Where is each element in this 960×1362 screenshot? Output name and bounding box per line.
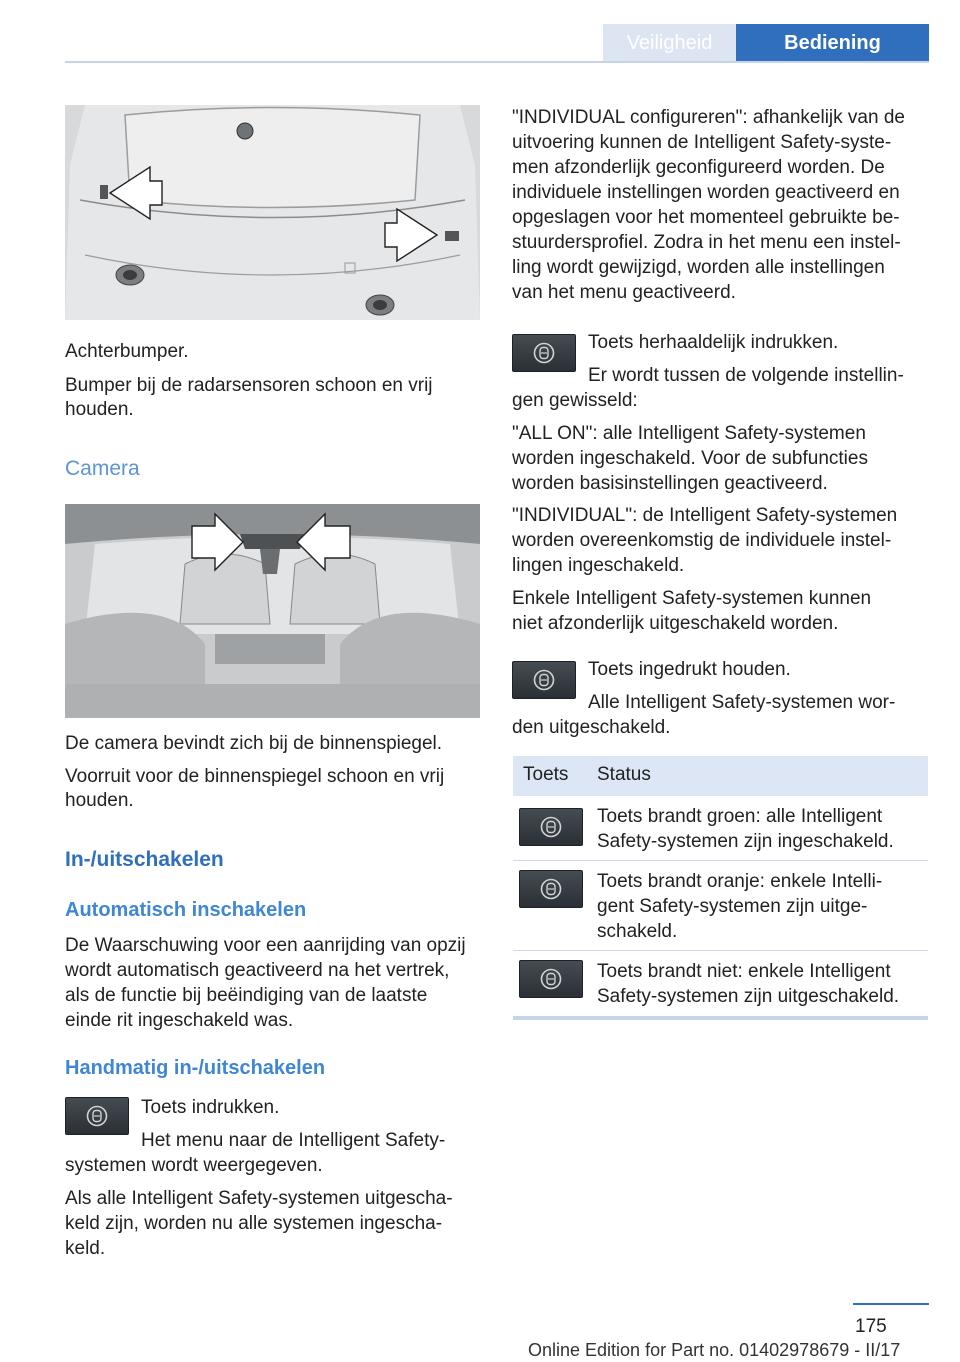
table-cell-status: Toets brandt groen: alle Intelligent (597, 806, 883, 827)
header-tab-veiligheid[interactable]: Veiligheid (603, 24, 736, 63)
table-cell-status: gent Safety-systemen zijn uitge- (597, 896, 868, 917)
page-number: 175 (855, 1316, 887, 1337)
manual-key-text: Toets indrukken. (141, 1097, 280, 1118)
individual-text-line: stuurdersprofiel. Zodra in het menu een instel- (512, 232, 901, 253)
indiv-text-line: worden overeenkomstig de individuele instel- (512, 530, 892, 551)
individual-text-line: ling wordt gewijzigd, worden alle instellingen (512, 257, 885, 278)
intelligent-safety-button (519, 808, 583, 846)
table-cell-status: schakeld. (597, 921, 678, 942)
manual-text-line: Als alle Intelligent Safety-systemen uitgescha- (65, 1188, 453, 1209)
intelligent-safety-button-icon (540, 816, 562, 838)
intelligent-safety-button (519, 870, 583, 908)
status-table-header (513, 756, 928, 796)
repeat-key-text: Toets herhaaldelijk indrukken. (588, 332, 839, 353)
some-text-line: Enkele Intelligent Safety-systemen kunnen (512, 588, 872, 609)
hold-key-text: den uitgeschakeld. (512, 717, 671, 738)
table-col-key: Toets (523, 764, 569, 785)
header-tab-bediening[interactable]: Bediening (736, 24, 929, 63)
hold-key-text: Toets ingedrukt houden. (588, 659, 791, 680)
auto-text-line: De Waarschuwing voor een aanrijding van opzij (65, 935, 466, 956)
repeat-key-text: gen gewisseld: (512, 390, 638, 411)
camera-instruction-line: Voorruit voor de binnenspiegel schoon en vrij (65, 766, 445, 787)
manual-text-line: keld zijn, worden nu alle systemen ingescha- (65, 1213, 443, 1234)
camera-caption: De camera bevindt zich bij de binnenspiegel. (65, 733, 443, 754)
manual-key-text: systemen wordt weergegeven. (65, 1155, 323, 1176)
individual-text-line: individuele instellingen worden geactiveerd en (512, 182, 900, 203)
rear-bumper-illustration (65, 105, 480, 320)
intelligent-safety-button (512, 661, 576, 699)
intelligent-safety-button (519, 960, 583, 998)
intelligent-safety-button-icon (540, 968, 562, 990)
allon-text-line: "ALL ON": alle Intelligent Safety-systemen (512, 423, 866, 444)
camera-instruction-line: houden. (65, 790, 134, 811)
section-heading-switch: In-/uitschakelen (65, 848, 224, 871)
intelligent-safety-button-icon (540, 878, 562, 900)
footer-rule (853, 1303, 929, 1305)
auto-text-line: wordt automatisch geactiveerd na het vertrek, (65, 960, 450, 981)
repeat-key-text: Er wordt tussen de volgende instellin- (588, 365, 904, 386)
camera-heading: Camera (65, 457, 140, 480)
individual-text-line: "INDIVIDUAL configureren": afhankelijk van de (512, 107, 905, 128)
bumper-instruction-line: Bumper bij de radarsensoren schoon en vrij (65, 375, 433, 396)
manual-key-text: Het menu naar de Intelligent Safety- (141, 1130, 446, 1151)
individual-text-line: van het menu geactiveerd. (512, 282, 736, 303)
edition-footer: Online Edition for Part no. 01402978679 - II/17 (528, 1340, 901, 1360)
camera-interior-illustration (65, 504, 480, 718)
table-cell-status: Toets brandt niet: enkele Intelligent (597, 961, 891, 982)
indiv-text-line: lingen ingeschakeld. (512, 555, 685, 576)
individual-text-line: opgeslagen voor het momenteel gebruikte be- (512, 207, 900, 228)
allon-text-line: worden ingeschakeld. Voor de subfuncties (512, 448, 868, 469)
intelligent-safety-button (512, 334, 576, 372)
intelligent-safety-button-icon (86, 1105, 108, 1127)
hold-key-text: Alle Intelligent Safety-systemen wor- (588, 692, 896, 713)
auto-text-line: als de functie bij beëindiging van de laatste (65, 985, 428, 1006)
some-text-line: niet afzonderlijk uitgeschakeld worden. (512, 613, 839, 634)
manual-text-line: keld. (65, 1238, 106, 1259)
header-rule (65, 61, 929, 63)
intelligent-safety-button (65, 1097, 129, 1135)
indiv-text-line: "INDIVIDUAL": de Intelligent Safety-systemen (512, 505, 898, 526)
allon-text-line: worden basisinstellingen geactiveerd. (512, 473, 828, 494)
table-cell-status: Toets brandt oranje: enkele Intelli- (597, 871, 883, 892)
table-cell-status: Safety-systemen zijn uitgeschakeld. (597, 986, 900, 1007)
intelligent-safety-button-icon (533, 342, 555, 364)
table-col-status: Status (597, 764, 651, 785)
bumper-instruction-line: houden. (65, 399, 134, 420)
table-cell-status: Safety-systemen zijn ingeschakeld. (597, 831, 894, 852)
bumper-caption: Achterbumper. (65, 341, 189, 362)
table-divider (513, 860, 928, 861)
intelligent-safety-button-icon (533, 669, 555, 691)
subheading-automatic: Automatisch inschakelen (65, 899, 307, 921)
table-bottom-rule (513, 1016, 928, 1020)
individual-text-line: men afzonderlijk geconfigureerd worden. De (512, 157, 885, 178)
auto-text-line: einde rit ingeschakeld was. (65, 1010, 294, 1031)
table-divider (513, 950, 928, 951)
individual-text-line: uitvoering kunnen de Intelligent Safety-syste- (512, 132, 892, 153)
subheading-manual: Handmatig in-/uitschakelen (65, 1057, 326, 1079)
